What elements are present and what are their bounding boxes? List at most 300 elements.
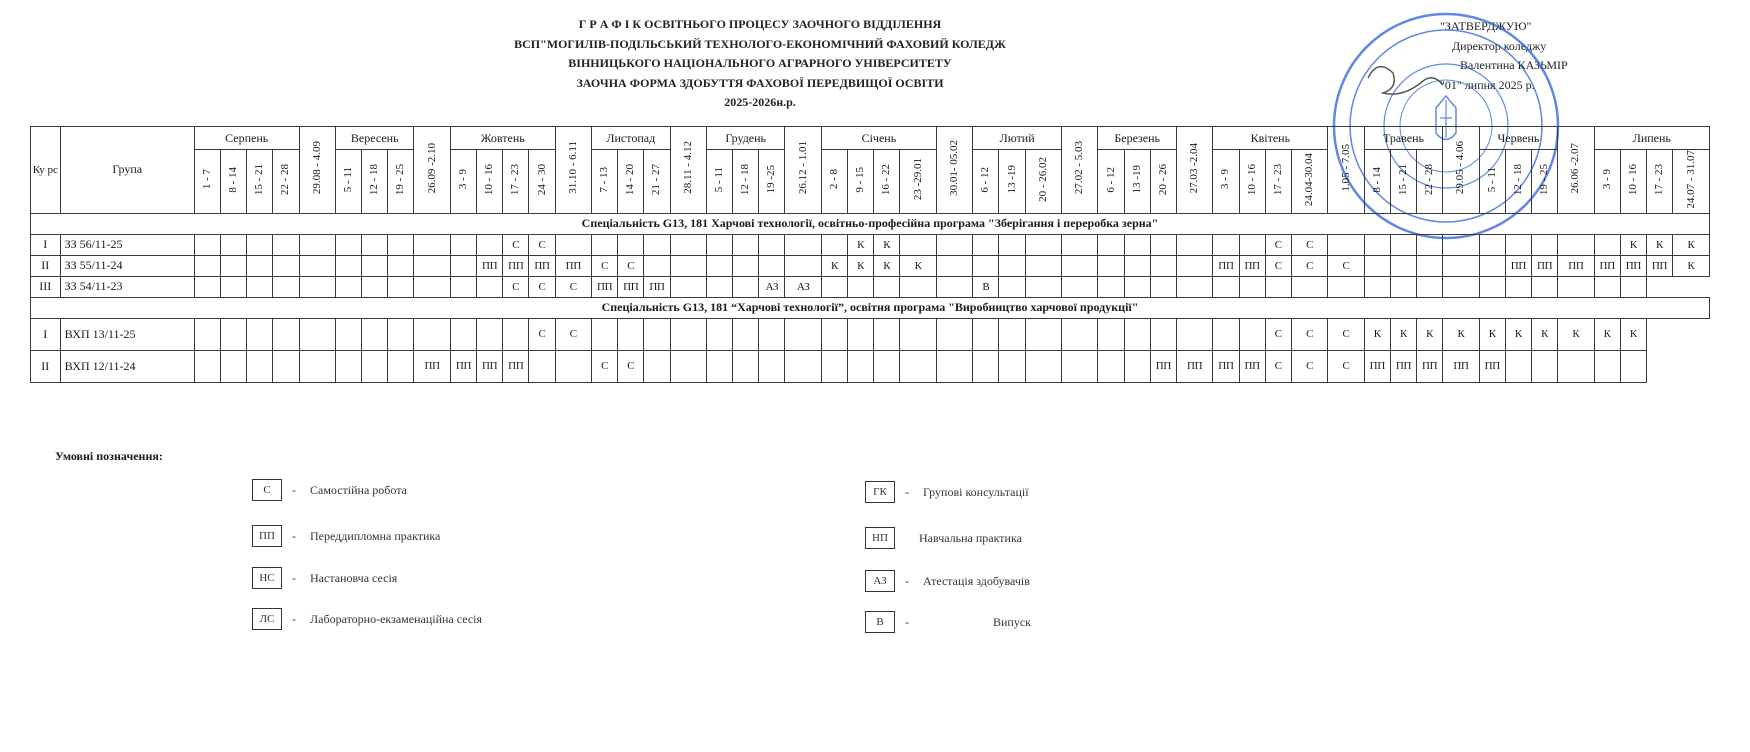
- table-cell: [388, 276, 414, 297]
- week-cell: 24.04-30.04: [1291, 150, 1327, 214]
- schedule-cell: ПП: [1505, 255, 1531, 276]
- week-cell: 23 -29.01: [900, 150, 936, 214]
- table-cell: [1025, 318, 1061, 350]
- legend-item: [252, 479, 407, 501]
- schedule-cell: ПП: [644, 276, 670, 297]
- table-cell: [194, 318, 220, 350]
- table-cell: [362, 318, 388, 350]
- table-cell: [529, 350, 555, 382]
- table-cell: [706, 255, 732, 276]
- table-cell: [299, 234, 335, 255]
- schedule-cell: С: [1328, 318, 1364, 350]
- table-cell: [1620, 350, 1646, 382]
- week-cell: 30.01- 05.02: [936, 127, 972, 214]
- table-cell: [1098, 234, 1124, 255]
- legend-text: -: [292, 570, 296, 585]
- week-cell: 17 - 23: [1646, 150, 1672, 214]
- table-cell: [936, 276, 972, 297]
- schedule-cell: К: [1620, 318, 1646, 350]
- schedule-cell: С: [1291, 255, 1327, 276]
- table-cell: [733, 234, 759, 255]
- table-cell: [221, 350, 247, 382]
- legend-item: [865, 527, 1022, 549]
- schedule-cell: ПП: [1479, 350, 1505, 382]
- group-header: Група: [60, 127, 194, 214]
- week-cell: 22 - 28: [1417, 150, 1443, 214]
- table-cell: [247, 255, 273, 276]
- table-cell: [1098, 276, 1124, 297]
- table-cell: [221, 234, 247, 255]
- week-cell: 20 - 26.02: [1025, 150, 1061, 214]
- table-cell: [273, 318, 299, 350]
- schedule-cell: ПП: [1443, 350, 1479, 382]
- table-cell: [1239, 276, 1265, 297]
- table-cell: [785, 318, 821, 350]
- table-cell: [706, 318, 732, 350]
- approval-name: Валентина КАЗЬМІР: [1460, 58, 1568, 72]
- table-cell: [973, 318, 999, 350]
- legend-title: Умовні позначення:: [55, 449, 163, 463]
- week-cell: 8 - 14: [1364, 150, 1390, 214]
- table-cell: [194, 350, 220, 382]
- week-cell: 27.02 - 5.03: [1062, 127, 1098, 214]
- schedule-cell: ПП: [1417, 350, 1443, 382]
- table-cell: [1443, 255, 1479, 276]
- group-name: ЗЗ 56/11-25: [60, 234, 194, 255]
- table-cell: [1558, 350, 1594, 382]
- schedule-cell: ПП: [477, 350, 503, 382]
- schedule-cell: С: [1265, 350, 1291, 382]
- group-name: ЗЗ 55/11-24: [60, 255, 194, 276]
- table-cell: [706, 276, 732, 297]
- schedule-cell: С: [592, 255, 618, 276]
- table-cell: [247, 350, 273, 382]
- schedule-cell: С: [529, 318, 555, 350]
- week-cell: 27.03 -2.04: [1176, 127, 1212, 214]
- table-cell: [414, 234, 450, 255]
- legend-text: Переддипломна практика: [310, 528, 441, 543]
- table-cell: [1390, 234, 1416, 255]
- week-cell: 28.11 - 4.12: [670, 127, 706, 214]
- table-cell: [1150, 276, 1176, 297]
- group-name: ЗЗ 54/11-23: [60, 276, 194, 297]
- approval-position: Директор коледжу: [1452, 38, 1547, 53]
- month-header: Листопад: [592, 127, 671, 150]
- table-cell: [299, 350, 335, 382]
- week-cell: 16 - 22: [874, 150, 900, 214]
- table-cell: [555, 234, 591, 255]
- week-cell: 8 - 14: [221, 150, 247, 214]
- table-cell: [592, 318, 618, 350]
- table-cell: [1239, 318, 1265, 350]
- table-cell: [644, 234, 670, 255]
- table-cell: [1505, 350, 1531, 382]
- table-cell: [670, 255, 706, 276]
- table-cell: III: [31, 276, 61, 297]
- week-cell: 24 - 30: [529, 150, 555, 214]
- week-cell: 6 - 12: [1098, 150, 1124, 214]
- schedule-cell: ПП: [1390, 350, 1416, 382]
- schedule-cell: ПП: [477, 255, 503, 276]
- table-cell: [1176, 255, 1212, 276]
- legend-text: -: [292, 482, 296, 497]
- table-cell: [618, 234, 644, 255]
- schedule-cell: ПП: [1176, 350, 1212, 382]
- table-cell: [1443, 234, 1479, 255]
- approval-block: [1440, 17, 1568, 95]
- table-cell: [1505, 276, 1531, 297]
- months-header-row: [31, 127, 1710, 150]
- approval-date: "01" липня 2025 р.: [1440, 77, 1535, 92]
- week-cell: 10 - 16: [1620, 150, 1646, 214]
- header-title: Г Р А Ф І К ОСВІТНЬОГО ПРОЦЕСУ ЗАОЧНОГО ВІДДІЛЕННЯ: [578, 17, 942, 31]
- table-cell: [759, 255, 785, 276]
- week-cell: 14 - 20: [618, 150, 644, 214]
- schedule-cell: ПП: [529, 255, 555, 276]
- table-cell: [821, 276, 847, 297]
- table-cell: [874, 276, 900, 297]
- table-cell: [821, 318, 847, 350]
- legend-text: Атестація здобувачів: [923, 573, 1030, 588]
- table-cell: [848, 318, 874, 350]
- schedule-cell: ПП: [1213, 350, 1239, 382]
- schedule-cell: С: [1328, 350, 1364, 382]
- legend-text: -: [905, 573, 909, 588]
- legend-code-box: С: [252, 479, 282, 501]
- table-cell: [1098, 255, 1124, 276]
- table-cell: [477, 276, 503, 297]
- table-cell: [1124, 350, 1150, 382]
- week-cell: 20 - 26: [1150, 150, 1176, 214]
- legend-text: Групові консультації: [923, 484, 1029, 499]
- week-cell: 15 - 21: [247, 150, 273, 214]
- header-university: ВІННИЦЬКОГО НАЦІОНАЛЬНОГО АГРАРНОГО УНІВЕРСИТЕТУ: [568, 56, 952, 70]
- schedule-cell: С: [555, 276, 591, 297]
- table-cell: [644, 318, 670, 350]
- schedule-cell: ПП: [1532, 255, 1558, 276]
- table-cell: I: [31, 234, 61, 255]
- legend-code-box: АЗ: [865, 570, 895, 592]
- week-cell: 10 - 16: [477, 150, 503, 214]
- schedule-cell: С: [1291, 234, 1327, 255]
- table-cell: [618, 318, 644, 350]
- table-cell: [477, 318, 503, 350]
- legend-text: Випуск: [993, 614, 1032, 629]
- schedule-cell: ПП: [1150, 350, 1176, 382]
- schedule-cell: К: [1417, 318, 1443, 350]
- table-cell: [785, 350, 821, 382]
- schedule-cell: К: [1479, 318, 1505, 350]
- month-header: Січень: [821, 127, 936, 150]
- group-name: ВХП 13/11-25: [60, 318, 194, 350]
- week-cell: 13 -19: [999, 150, 1025, 214]
- schedule-cell: К: [874, 255, 900, 276]
- table-row: [31, 318, 1710, 350]
- schedule-cell: К: [1646, 234, 1672, 255]
- table-cell: II: [31, 255, 61, 276]
- table-cell: [194, 255, 220, 276]
- week-cell: 24.07 - 31.07: [1673, 150, 1710, 214]
- table-cell: [1620, 276, 1646, 297]
- week-cell: 5 - 11: [706, 150, 732, 214]
- table-cell: [299, 255, 335, 276]
- schedule-cell: К: [900, 255, 936, 276]
- table-cell: [973, 255, 999, 276]
- table-cell: [1532, 234, 1558, 255]
- table-cell: [973, 234, 999, 255]
- table-cell: [273, 276, 299, 297]
- table-cell: [1025, 234, 1061, 255]
- table-cell: [335, 255, 361, 276]
- table-cell: [999, 234, 1025, 255]
- legend-item: [252, 525, 440, 547]
- legend-item: [252, 608, 482, 630]
- week-cell: 19 - 25: [388, 150, 414, 214]
- week-cell: 7 - 13: [592, 150, 618, 214]
- legend-text: Самостійна робота: [310, 482, 407, 497]
- legend-text: -: [905, 614, 909, 629]
- week-cell: 21 - 27: [644, 150, 670, 214]
- table-cell: [414, 276, 450, 297]
- schedule-cell: ПП: [592, 276, 618, 297]
- table-cell: [335, 350, 361, 382]
- table-cell: [644, 350, 670, 382]
- document-header: [440, 15, 1080, 113]
- table-cell: [388, 234, 414, 255]
- table-cell: [874, 350, 900, 382]
- table-cell: [1364, 276, 1390, 297]
- schedule-cell: С: [503, 276, 529, 297]
- schedule-cell: К: [1532, 318, 1558, 350]
- week-cell: 29.05 - 4.06: [1443, 127, 1479, 214]
- header-institution: ВСП"МОГИЛІВ-ПОДІЛЬСЬКИЙ ТЕХНОЛОГО-ЕКОНОМІЧНИЙ ФАХОВИЙ КОЛЕДЖ: [514, 36, 1006, 51]
- table-cell: [450, 234, 476, 255]
- schedule-cell: К: [1443, 318, 1479, 350]
- specialty-title: Спеціальність G13, 181 Харчові технології, освітньо-професійна програма "Зберігання і переробка зерна": [31, 213, 1710, 234]
- table-cell: [1594, 276, 1620, 297]
- legend-text: Лабораторно-екзаменаційна сесія: [310, 611, 483, 626]
- table-cell: [1025, 276, 1061, 297]
- month-header: Червень: [1479, 127, 1558, 150]
- table-cell: [1328, 276, 1364, 297]
- table-cell: [1417, 234, 1443, 255]
- schedule-cell: ПП: [1594, 255, 1620, 276]
- schedule-cell: АЗ: [785, 276, 821, 297]
- week-cell: 9 - 15: [848, 150, 874, 214]
- table-cell: I: [31, 318, 61, 350]
- table-cell: [1594, 234, 1620, 255]
- table-cell: [848, 350, 874, 382]
- month-header: Жовтень: [450, 127, 555, 150]
- table-cell: [1150, 234, 1176, 255]
- table-cell: [900, 276, 936, 297]
- table-cell: [362, 276, 388, 297]
- week-cell: 1.05 - 7.05: [1328, 127, 1364, 214]
- table-cell: [273, 255, 299, 276]
- schedule-cell: АЗ: [759, 276, 785, 297]
- table-cell: [1124, 318, 1150, 350]
- table-cell: [1443, 276, 1479, 297]
- table-cell: [503, 318, 529, 350]
- table-cell: [1025, 255, 1061, 276]
- table-cell: [414, 318, 450, 350]
- schedule-cell: ПП: [503, 255, 529, 276]
- month-header: Лютий: [973, 127, 1062, 150]
- specialty-title: Спеціальність G13, 181 “Харчові технології”, освітня програма "Виробництво харчової продукції": [31, 297, 1710, 318]
- schedule-cell: К: [821, 255, 847, 276]
- table-cell: II: [31, 350, 61, 382]
- week-cell: 26.09 -2.10: [414, 127, 450, 214]
- week-cell: 19 - 25: [1532, 150, 1558, 214]
- table-cell: [1062, 318, 1098, 350]
- table-cell: [335, 276, 361, 297]
- table-cell: [1176, 318, 1212, 350]
- schedule-cell: С: [1265, 255, 1291, 276]
- table-cell: [450, 276, 476, 297]
- legend-text: Настановча сесія: [310, 570, 398, 585]
- schedule-cell: С: [592, 350, 618, 382]
- table-cell: [555, 350, 591, 382]
- table-cell: [670, 276, 706, 297]
- table-cell: [821, 350, 847, 382]
- table-cell: [1479, 234, 1505, 255]
- week-cell: 5 - 11: [1479, 150, 1505, 214]
- header-form: ЗАОЧНА ФОРМА ЗДОБУТТЯ ФАХОВОЇ ПЕРЕДВИЩОЇ ОСВІТИ: [576, 75, 944, 90]
- week-cell: 2 - 8: [821, 150, 847, 214]
- table-cell: [999, 255, 1025, 276]
- table-cell: [273, 350, 299, 382]
- table-cell: [273, 234, 299, 255]
- table-cell: [194, 276, 220, 297]
- legend-code-box: ПП: [252, 525, 282, 547]
- week-cell: 29.08 - 4.09: [299, 127, 335, 214]
- table-cell: [450, 318, 476, 350]
- table-cell: [1124, 234, 1150, 255]
- week-cell: 1 - 7: [194, 150, 220, 214]
- schedule-cell: ПП: [1620, 255, 1646, 276]
- table-cell: [874, 318, 900, 350]
- table-cell: [733, 318, 759, 350]
- table-cell: [1098, 318, 1124, 350]
- table-cell: [785, 234, 821, 255]
- schedule-cell: ПП: [450, 350, 476, 382]
- table-cell: [670, 318, 706, 350]
- schedule-cell: ПП: [503, 350, 529, 382]
- legend-text: -: [905, 484, 909, 499]
- table-cell: [1390, 276, 1416, 297]
- schedule-cell: К: [1390, 318, 1416, 350]
- schedule-cell: С: [618, 350, 644, 382]
- table-cell: [247, 318, 273, 350]
- schedule-cell: К: [848, 255, 874, 276]
- table-cell: [1150, 255, 1176, 276]
- week-cell: 6 - 12: [973, 150, 999, 214]
- legend-code-box: НС: [252, 567, 282, 589]
- legend-code-box: В: [865, 611, 895, 633]
- schedule-cell: ПП: [1646, 255, 1672, 276]
- table-cell: [362, 255, 388, 276]
- schedule-cell: С: [529, 234, 555, 255]
- table-cell: [670, 350, 706, 382]
- table-cell: [1558, 234, 1594, 255]
- table-cell: [1364, 255, 1390, 276]
- legend-code-box: ЛС: [252, 608, 282, 630]
- week-cell: 17 - 23: [503, 150, 529, 214]
- table-cell: [759, 350, 785, 382]
- table-cell: [1062, 350, 1098, 382]
- week-cell: 22 - 28: [273, 150, 299, 214]
- table-cell: [1328, 234, 1364, 255]
- schedule-cell: ПП: [1239, 255, 1265, 276]
- table-row: [31, 234, 1710, 255]
- table-cell: [936, 234, 972, 255]
- legend-text: -: [292, 528, 296, 543]
- table-cell: [1417, 255, 1443, 276]
- legend-item: [865, 481, 1029, 503]
- table-cell: [1062, 234, 1098, 255]
- schedule-cell: С: [529, 276, 555, 297]
- table-cell: [477, 234, 503, 255]
- table-cell: [335, 318, 361, 350]
- table-cell: [1176, 234, 1212, 255]
- week-cell: 3 - 9: [1213, 150, 1239, 214]
- schedule-cell: ПП: [1239, 350, 1265, 382]
- schedule-cell: С: [1291, 318, 1327, 350]
- table-cell: [1291, 276, 1327, 297]
- table-cell: [1176, 276, 1212, 297]
- schedule-cell: ПП: [618, 276, 644, 297]
- schedule-table: [30, 126, 1710, 383]
- table-cell: [1532, 350, 1558, 382]
- schedule-cell: В: [973, 276, 999, 297]
- table-cell: [848, 276, 874, 297]
- table-cell: [362, 350, 388, 382]
- legend-code-box: ГК: [865, 481, 895, 503]
- table-cell: [1062, 255, 1098, 276]
- month-header: Липень: [1594, 127, 1709, 150]
- table-cell: [821, 234, 847, 255]
- schedule-cell: ПП: [555, 255, 591, 276]
- legend-text: Навчальна практика: [919, 530, 1022, 545]
- legend-code-box: НП: [865, 527, 895, 549]
- legend-item: [252, 567, 397, 589]
- table-cell: [1479, 255, 1505, 276]
- approval-title: "ЗАТВЕРДЖУЮ": [1440, 19, 1532, 33]
- schedule-cell: К: [1673, 255, 1710, 276]
- table-cell: [1213, 234, 1239, 255]
- month-header: Травень: [1364, 127, 1443, 150]
- table-cell: [247, 234, 273, 255]
- table-cell: [388, 255, 414, 276]
- table-cell: [247, 276, 273, 297]
- table-cell: [733, 255, 759, 276]
- table-cell: [1213, 318, 1239, 350]
- schedule-cell: С: [503, 234, 529, 255]
- table-cell: [759, 318, 785, 350]
- group-name: ВХП 12/11-24: [60, 350, 194, 382]
- schedule-cell: К: [874, 234, 900, 255]
- table-cell: [1558, 276, 1594, 297]
- table-cell: [644, 255, 670, 276]
- week-cell: 3 - 9: [1594, 150, 1620, 214]
- header-year: 2025-2026н.р.: [724, 95, 796, 109]
- table-cell: [1150, 318, 1176, 350]
- table-cell: [221, 255, 247, 276]
- week-cell: 15 - 21: [1390, 150, 1416, 214]
- table-cell: [592, 234, 618, 255]
- table-cell: [1124, 276, 1150, 297]
- schedule-cell: К: [848, 234, 874, 255]
